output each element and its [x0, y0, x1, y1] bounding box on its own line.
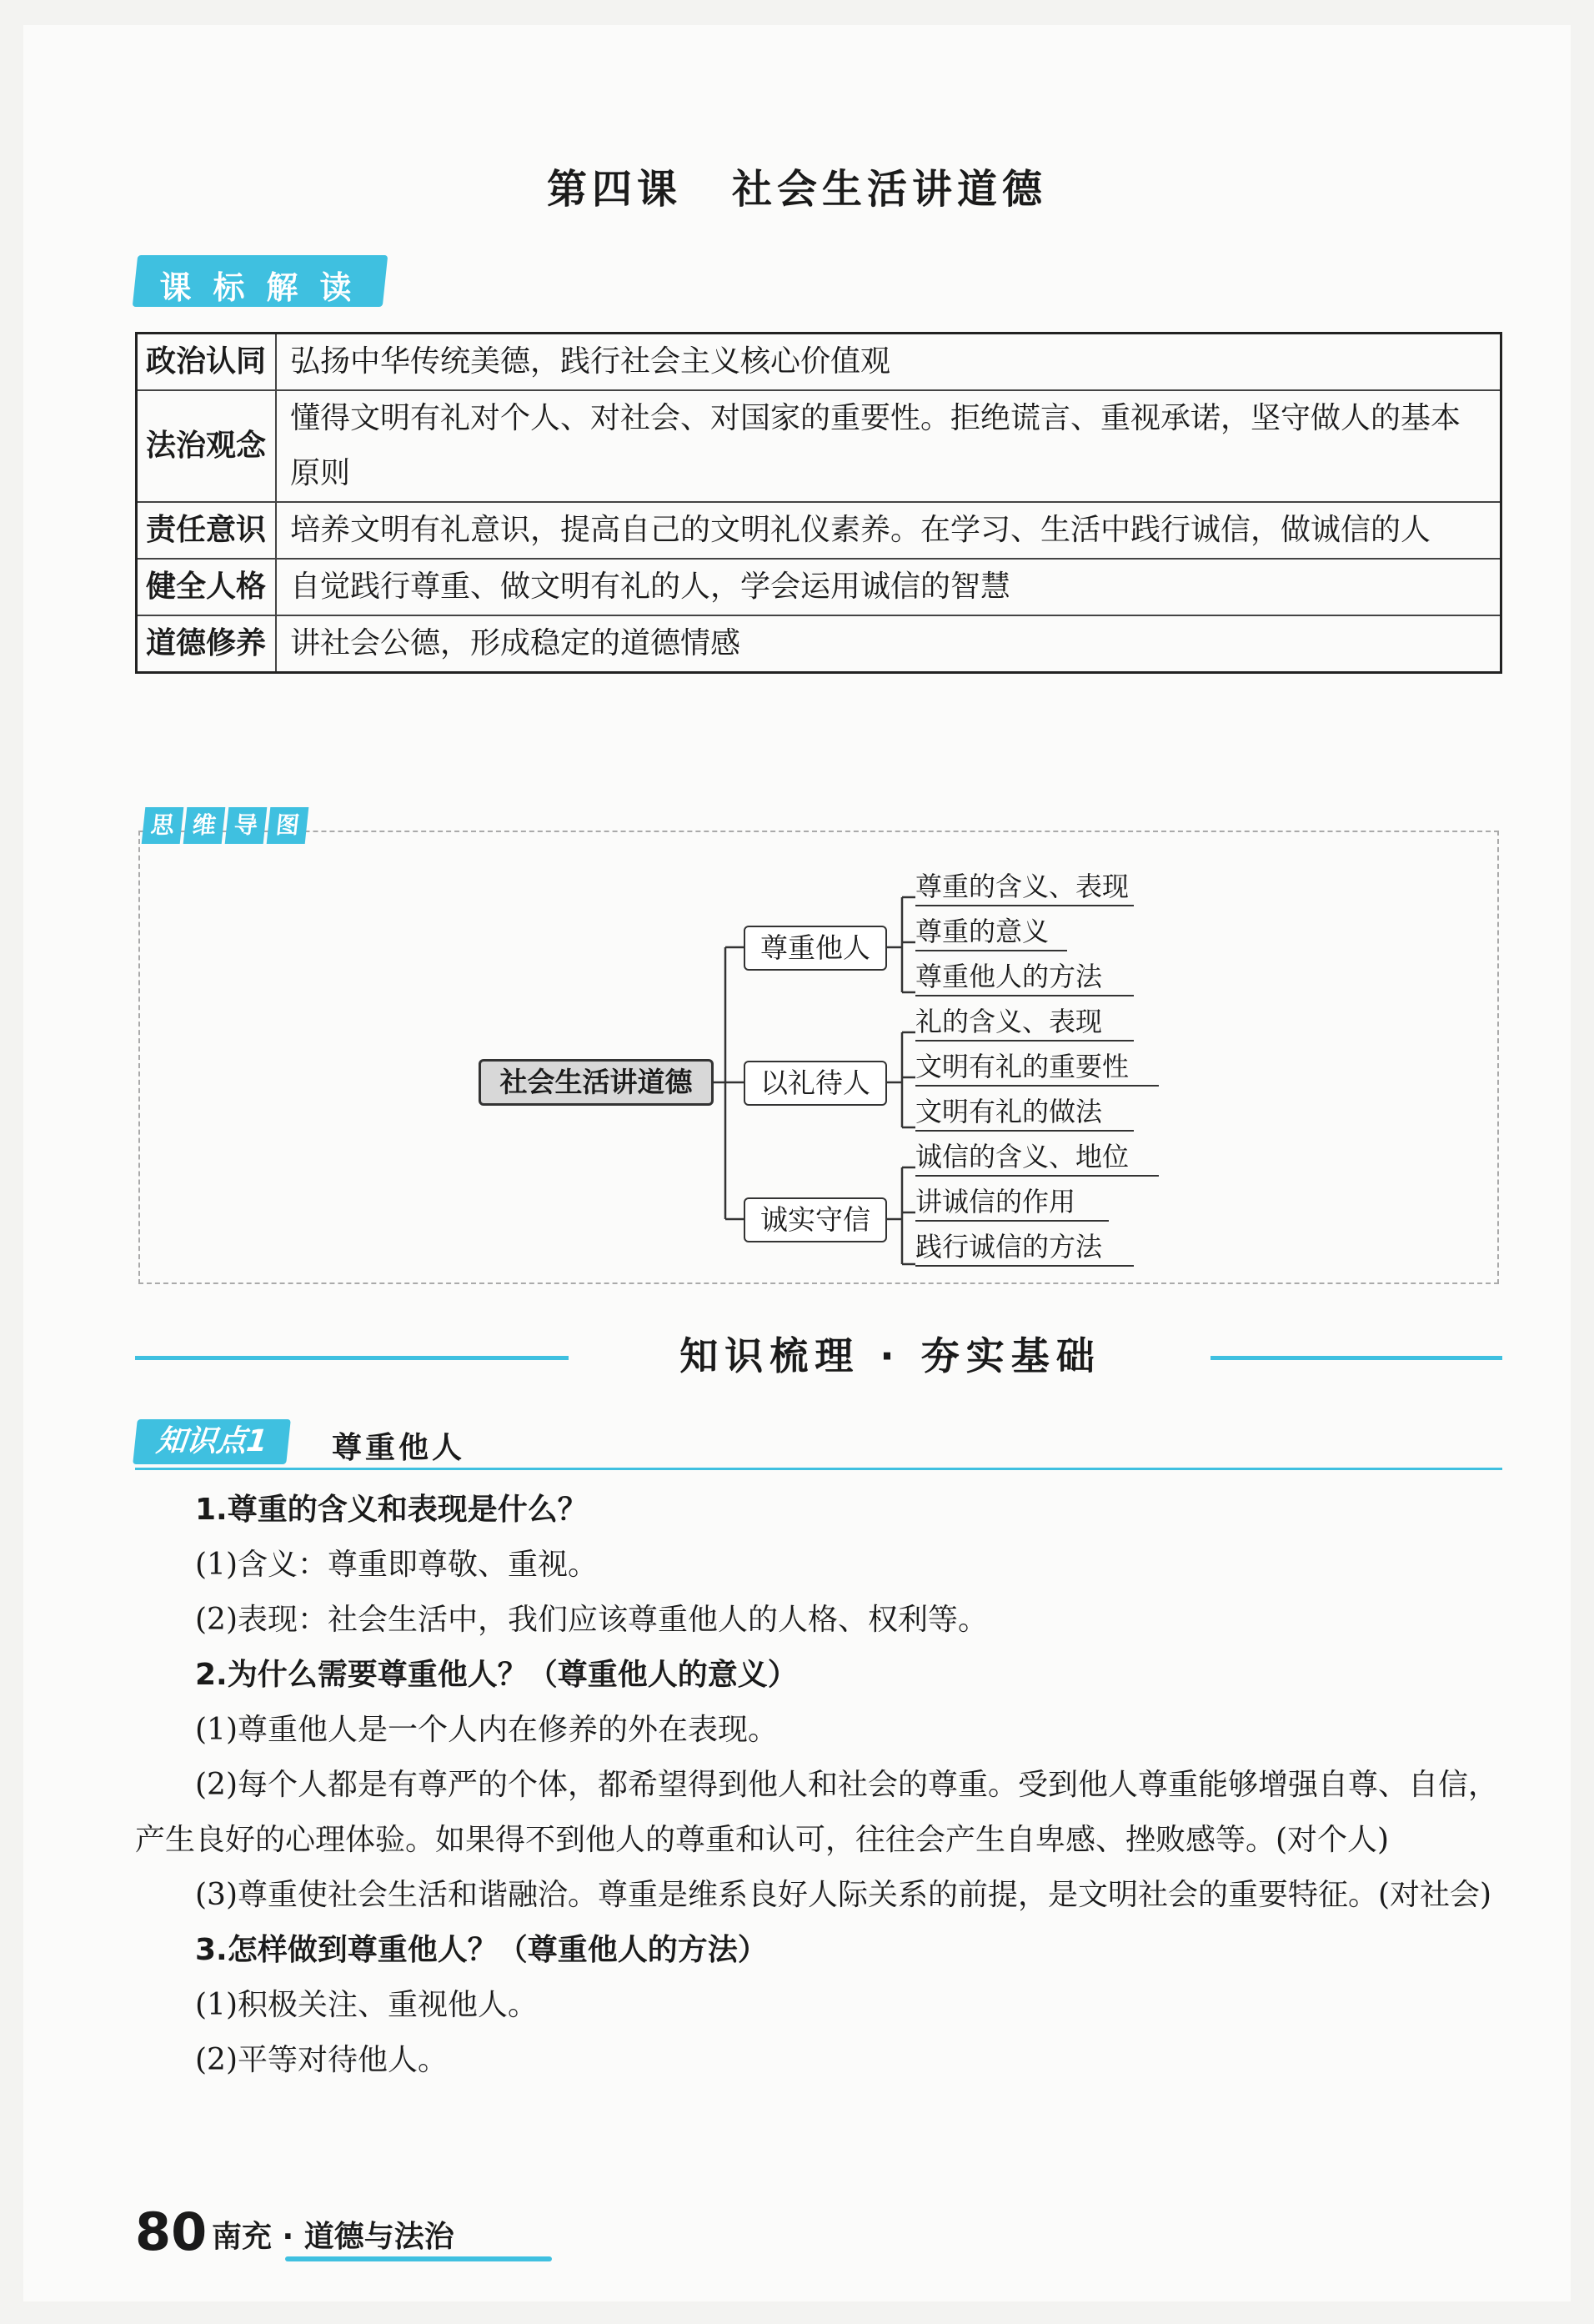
mindmap-branch: 尊重他人	[744, 926, 887, 971]
paragraph: (3)尊重使社会生活和谐融洽。尊重是维系良好人际关系的前提，是文明社会的重要特征。(对社会)	[195, 1878, 1492, 1912]
mindmap-branch: 以礼待人	[744, 1061, 887, 1106]
mindmap-leaf: 讲诚信的作用	[915, 1186, 1076, 1217]
knowledge-badge: 知识点1	[133, 1419, 291, 1464]
book-name: 南充 · 道德与法治	[212, 2220, 454, 2254]
section-rule-left	[135, 1356, 569, 1360]
content-body	[135, 1483, 1502, 2088]
table-row: 健全人格 自觉践行尊重、做文明有礼的人，学会运用诚信的智慧	[137, 559, 1501, 615]
section-rule-right	[1211, 1356, 1502, 1360]
table-row: 政治认同 弘扬中华传统美德，践行社会主义核心价值观	[137, 334, 1501, 391]
knowledge-title: 尊重他人	[332, 1431, 466, 1465]
mindmap-root: 社会生活讲道德	[479, 1059, 714, 1106]
table-row: 道德修养 讲社会公德，形成稳定的道德情感	[137, 615, 1501, 673]
mindmap-leaf: 礼的含义、表现	[915, 1006, 1103, 1037]
mindmap-leaf: 尊重的意义	[915, 916, 1050, 947]
mindmap-branch: 诚实守信	[744, 1197, 887, 1242]
table-row: 法治观念 懂得文明有礼对个人、对社会、对国家的重要性。拒绝谎言、重视承诺，坚守做人的基本原则	[137, 390, 1501, 502]
mindmap-leaf: 文明有礼的重要性	[915, 1051, 1130, 1082]
curriculum-tag: 课标解读	[133, 255, 388, 307]
paragraph: (1)含义：尊重即尊敬、重视。	[195, 1548, 598, 1582]
mindmap-leaf: 尊重他人的方法	[915, 961, 1103, 992]
table-row: 责任意识 培养文明有礼意识，提高自己的文明礼仪素养。在学习、生活中践行诚信，做诚信的人	[137, 502, 1501, 559]
question: 2.为什么需要尊重他人？（尊重他人的意义）	[195, 1658, 798, 1692]
paragraph: (1)积极关注、重视他人。	[195, 1988, 538, 2022]
knowledge-point-header	[135, 1419, 1502, 1470]
paragraph: (2)平等对待他人。	[195, 2043, 448, 2077]
paragraph: (1)尊重他人是一个人内在修养的外在表现。	[195, 1713, 778, 1747]
mindmap-leaf: 践行诚信的方法	[915, 1231, 1103, 1262]
page-number: 80	[135, 2201, 208, 2262]
lesson-number: 第四课	[546, 166, 682, 213]
paragraph: (2)表现：社会生活中，我们应该尊重他人的人格、权利等。	[195, 1603, 988, 1637]
footer-rule	[285, 2256, 552, 2261]
mindmap-leaf: 尊重的含义、表现	[915, 871, 1130, 902]
question: 3.怎样做到尊重他人？（尊重他人的方法）	[195, 1933, 768, 1967]
lesson-name: 社会生活讲道德	[732, 166, 1048, 213]
section-heading: 知识梳理 · 夯实基础	[135, 1326, 1502, 1384]
question: 1.尊重的含义和表现是什么？	[195, 1493, 588, 1527]
mindmap-leaf: 文明有礼的做法	[915, 1096, 1103, 1127]
paragraph: (2)每个人都是有尊严的个体，都希望得到他人和社会的尊重。受到他人尊重能够增强自尊、自信，产生良好的心理体验。如果得不到他人的尊重和认可，往往会产生自卑感、挫败感等。(对个人)	[135, 1768, 1498, 1857]
mindmap-leaf: 诚信的含义、地位	[915, 1141, 1130, 1172]
mindmap-tag: 思 维 导 图	[143, 807, 307, 844]
